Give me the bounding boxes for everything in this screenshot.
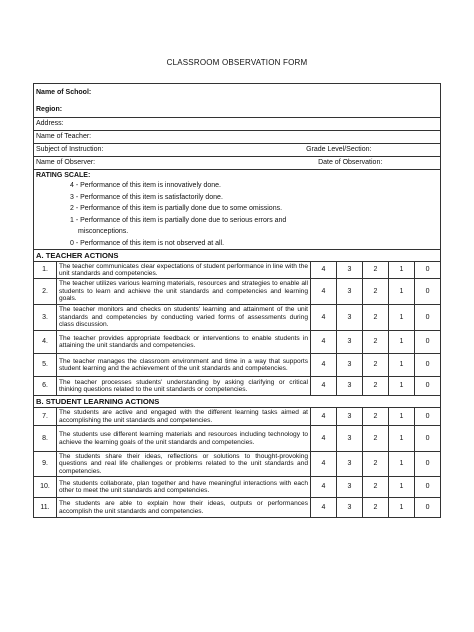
rating-option-1[interactable]: 1 bbox=[389, 452, 415, 477]
criterion-row bbox=[34, 452, 441, 477]
observer-name-label: Name of Observer: bbox=[36, 159, 96, 166]
rating-option-2[interactable]: 2 bbox=[363, 354, 389, 377]
rating-option-0[interactable]: 0 bbox=[415, 426, 441, 452]
rating-option-2[interactable]: 2 bbox=[363, 477, 389, 498]
criterion-description: The teacher processes students' understanding by asking clarifying or critical thinking questions related to the unit standards or competencies. bbox=[57, 377, 311, 396]
criterion-row bbox=[34, 331, 441, 354]
observation-date-label: Date of Observation: bbox=[318, 159, 383, 166]
rating-option-4[interactable]: 4 bbox=[311, 477, 337, 498]
teacher-name-label: Name of Teacher: bbox=[36, 133, 92, 140]
subject-label: Subject of Instruction: bbox=[36, 146, 104, 153]
criterion-number: 5. bbox=[34, 354, 57, 377]
rating-scale-item: 1 - Performance of this item is partially done due to serious errors and bbox=[70, 216, 287, 224]
criterion-row bbox=[34, 354, 441, 377]
teacher-name-field[interactable] bbox=[34, 131, 441, 144]
criterion-row bbox=[34, 426, 441, 452]
rating-option-1[interactable]: 1 bbox=[389, 305, 415, 331]
school-region-cell[interactable] bbox=[34, 84, 441, 118]
criterion-number: 11. bbox=[34, 498, 57, 518]
criterion-description: The teacher utilizes various learning materials, resources and strategies to enable all students to learn and achieve the unit standards and competencies and learning goals. bbox=[57, 279, 311, 305]
rating-option-1[interactable]: 1 bbox=[389, 331, 415, 354]
rating-option-0[interactable]: 0 bbox=[415, 354, 441, 377]
criterion-row bbox=[34, 498, 441, 518]
criterion-number: 1. bbox=[34, 262, 57, 279]
rating-option-0[interactable]: 0 bbox=[415, 477, 441, 498]
criterion-number: 6. bbox=[34, 377, 57, 396]
section-heading: A. TEACHER ACTIONS bbox=[34, 250, 441, 262]
rating-option-0[interactable]: 0 bbox=[415, 305, 441, 331]
criterion-description: The teacher provides appropriate feedback or interventions to enable students in attaining the unit standards and competencies. bbox=[57, 331, 311, 354]
criterion-row bbox=[34, 279, 441, 305]
rating-option-3[interactable]: 3 bbox=[337, 408, 363, 426]
rating-option-3[interactable]: 3 bbox=[337, 354, 363, 377]
rating-option-1[interactable]: 1 bbox=[389, 279, 415, 305]
school-name-label: Name of School: bbox=[36, 89, 92, 96]
rating-scale-item: 3 - Performance of this item is satisfactorily done. bbox=[70, 193, 223, 201]
observer-date-field[interactable] bbox=[34, 157, 441, 170]
criterion-number: 9. bbox=[34, 452, 57, 477]
rating-option-2[interactable]: 2 bbox=[363, 408, 389, 426]
criterion-row bbox=[34, 305, 441, 331]
rating-option-3[interactable]: 3 bbox=[337, 477, 363, 498]
form-title: CLASSROOM OBSERVATION FORM bbox=[166, 58, 308, 67]
region-label: Region: bbox=[36, 106, 63, 113]
criterion-number: 8. bbox=[34, 426, 57, 452]
rating-option-2[interactable]: 2 bbox=[363, 279, 389, 305]
criterion-number: 10. bbox=[34, 477, 57, 498]
rating-option-4[interactable]: 4 bbox=[311, 305, 337, 331]
criterion-description: The teacher manages the classroom environment and time in a way that supports student learning and the achievement of the unit standards and competencies. bbox=[57, 354, 311, 377]
rating-option-3[interactable]: 3 bbox=[337, 377, 363, 396]
address-field[interactable] bbox=[34, 118, 441, 131]
rating-option-2[interactable]: 2 bbox=[363, 377, 389, 396]
rating-option-2[interactable]: 2 bbox=[363, 452, 389, 477]
rating-option-0[interactable]: 0 bbox=[415, 377, 441, 396]
section-heading: B. STUDENT LEARNING ACTIONS bbox=[34, 396, 441, 408]
rating-option-1[interactable]: 1 bbox=[389, 426, 415, 452]
rating-option-4[interactable]: 4 bbox=[311, 452, 337, 477]
observation-form-table bbox=[33, 83, 441, 518]
rating-option-0[interactable]: 0 bbox=[415, 408, 441, 426]
rating-option-0[interactable]: 0 bbox=[415, 262, 441, 279]
rating-option-0[interactable]: 0 bbox=[415, 331, 441, 354]
rating-option-3[interactable]: 3 bbox=[337, 331, 363, 354]
criterion-row bbox=[34, 377, 441, 396]
criterion-description: The teacher communicates clear expectations of student performance in line with the unit standards and competencies. bbox=[57, 262, 311, 279]
criterion-row bbox=[34, 477, 441, 498]
rating-scale-cell bbox=[34, 170, 441, 250]
subject-grade-field[interactable] bbox=[34, 144, 441, 157]
criterion-row bbox=[34, 408, 441, 426]
rating-option-0[interactable]: 0 bbox=[415, 279, 441, 305]
rating-option-2[interactable]: 2 bbox=[363, 262, 389, 279]
criterion-description: The students are active and engaged with the different learning tasks aimed at accomplishing the unit standards and competencies. bbox=[57, 408, 311, 426]
rating-scale-item: misconceptions. bbox=[78, 228, 129, 235]
rating-option-3[interactable]: 3 bbox=[337, 498, 363, 518]
criterion-number: 4. bbox=[34, 331, 57, 354]
rating-option-1[interactable]: 1 bbox=[389, 262, 415, 279]
rating-scale-item: 2 - Performance of this item is partially done due to some omissions. bbox=[70, 205, 283, 212]
criterion-number: 2. bbox=[34, 279, 57, 305]
rating-option-3[interactable]: 3 bbox=[337, 279, 363, 305]
criterion-description: The students collaborate, plan together and have meaningful interactions with each other to meet the unit standards and competencies. bbox=[57, 477, 311, 498]
rating-option-2[interactable]: 2 bbox=[363, 331, 389, 354]
criterion-description: The students use different learning materials and resources including technology to achieve the learning goals of the unit standards and competencies. bbox=[57, 426, 311, 452]
criterion-number: 3. bbox=[34, 305, 57, 331]
rating-option-3[interactable]: 3 bbox=[337, 305, 363, 331]
rating-option-1[interactable]: 1 bbox=[389, 477, 415, 498]
criterion-description: The teacher monitors and checks on students' learning and attainment of the unit standards and competencies by conducting varied forms of assessments during class discussion. bbox=[57, 305, 311, 331]
rating-option-2[interactable]: 2 bbox=[363, 305, 389, 331]
rating-option-3[interactable]: 3 bbox=[337, 262, 363, 279]
criterion-row bbox=[34, 262, 441, 279]
address-label: Address: bbox=[36, 120, 64, 127]
rating-option-2[interactable]: 2 bbox=[363, 426, 389, 452]
rating-option-4[interactable]: 4 bbox=[311, 331, 337, 354]
rating-option-4[interactable]: 4 bbox=[311, 279, 337, 305]
rating-option-4[interactable]: 4 bbox=[311, 262, 337, 279]
rating-option-4[interactable]: 4 bbox=[311, 377, 337, 396]
rating-option-3[interactable]: 3 bbox=[337, 452, 363, 477]
rating-option-4[interactable]: 4 bbox=[311, 354, 337, 377]
rating-option-2[interactable]: 2 bbox=[363, 498, 389, 518]
rating-option-4[interactable]: 4 bbox=[311, 426, 337, 452]
criterion-description: The students share their ideas, reflections or solutions to thought-provoking questions and real life challenges or problems related to the unit standards and competencies. bbox=[57, 452, 311, 477]
rating-option-3[interactable]: 3 bbox=[337, 426, 363, 452]
rating-option-4[interactable]: 4 bbox=[311, 408, 337, 426]
rating-option-0[interactable]: 0 bbox=[415, 452, 441, 477]
rating-scale-label: RATING SCALE: bbox=[36, 172, 91, 179]
rating-scale-item: 4 - Performance of this item is innovatively done. bbox=[70, 182, 221, 189]
grade-level-label: Grade Level/Section: bbox=[306, 146, 372, 153]
criterion-description: The students are able to explain how their ideas, outputs or performances accomplish the unit standards and competencies. bbox=[57, 498, 311, 518]
rating-option-4[interactable]: 4 bbox=[311, 498, 337, 518]
rating-option-0[interactable]: 0 bbox=[415, 498, 441, 518]
rating-option-1[interactable]: 1 bbox=[389, 377, 415, 396]
rating-option-1[interactable]: 1 bbox=[389, 498, 415, 518]
criterion-number: 7. bbox=[34, 408, 57, 426]
rating-option-1[interactable]: 1 bbox=[389, 408, 415, 426]
rating-scale-item: 0 - Performance of this item is not observed at all. bbox=[70, 239, 225, 247]
rating-option-1[interactable]: 1 bbox=[389, 354, 415, 377]
